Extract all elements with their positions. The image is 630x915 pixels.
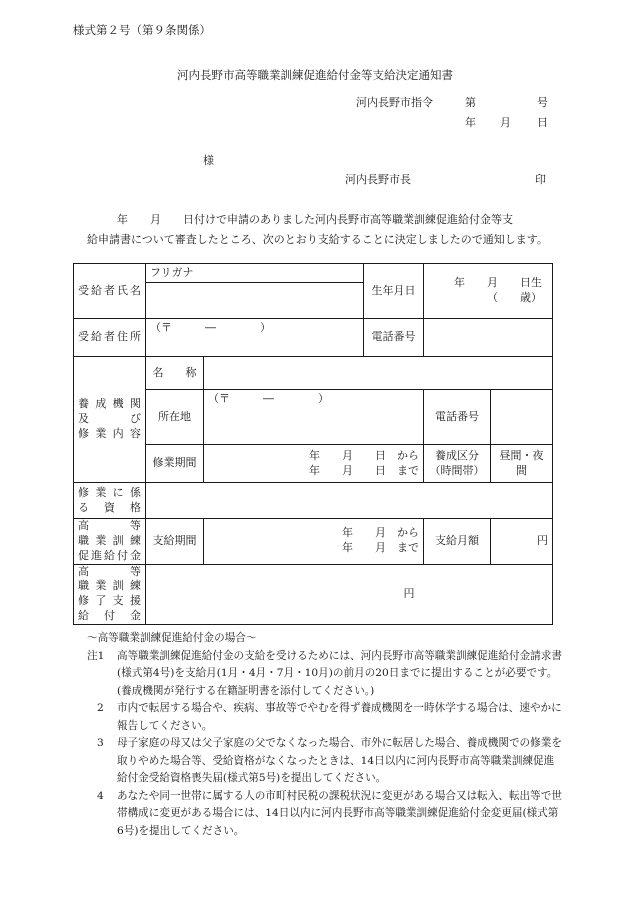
note-text: 母子家庭の母又は父子家庭の父でなくなった場合、市外に転居した場合、養成機関での修業を取りやめた場合等、受給資格がなくなったときは、14日以内に河内長野市高等職業訓練促進給付金受給資格喪失届(様式第5号)を提出してください。 — [117, 737, 562, 784]
completion-grant-amount-field[interactable] — [146, 564, 553, 624]
promotion-grant-line-1: 高 等 — [78, 519, 141, 532]
date-month: 月 — [500, 116, 511, 129]
qualification-line-2: る 資 格 — [78, 500, 141, 514]
notice-line-2: 給申請書について審査したところ、次のとおり支給することに決定しましたので通知します。 — [87, 233, 548, 246]
completion-grant-line-1: 高 等 — [78, 564, 141, 578]
note-label: 注1 — [87, 649, 105, 662]
completion-grant-line-2: 職業訓練 — [78, 579, 141, 593]
recipient-name-label: 受給者氏名 — [74, 264, 146, 319]
institution-phone-label: 電話番号 — [424, 390, 491, 445]
note-item — [87, 700, 562, 735]
note-label: 2 — [97, 702, 104, 714]
note-item — [87, 788, 562, 841]
institution-phone-field[interactable] — [491, 390, 553, 445]
study-period-label: 修業期間 — [146, 445, 204, 483]
promotion-grant-label — [74, 519, 146, 565]
completion-yen-unit: 円 — [403, 586, 415, 600]
phone-label: 電話番号 — [364, 319, 424, 357]
institution-name-label: 名 称 — [146, 357, 204, 390]
notice-body — [87, 210, 561, 250]
form-number: 様式第２号（第９条関係） — [73, 23, 211, 37]
qualification-field[interactable] — [146, 483, 553, 519]
payment-period-label: 支給期間 — [146, 519, 204, 565]
monthly-yen-unit: 円 — [537, 533, 549, 547]
furigana-label: フリガナ — [146, 264, 364, 283]
postal-code: （〒 ― ） — [150, 321, 271, 334]
study-period-to: 年 月 日 まで — [309, 463, 419, 477]
birthdate-field[interactable] — [424, 264, 553, 319]
qualification-line-1: 修業に係 — [78, 485, 141, 499]
age-field: （ 歳） — [487, 290, 543, 304]
seal-mark: 印 — [535, 173, 546, 186]
note-label: 4 — [97, 789, 104, 802]
training-category-label — [424, 445, 491, 483]
recipient-suffix: 様 — [203, 154, 214, 167]
note-text: あなたや同一世帯に属する人の市町村民税の課税状況に変更がある場合又は転入、転出等で世帯構成に変更がある場合には、14日以内に河内長野市高等職業訓練促進給付金変更届(様式第6号)を提出してください。 — [117, 789, 562, 837]
address-label: 受給者住所 — [74, 319, 146, 357]
note-text: 市内で転居する場合や、疾病、事故等でやむを得ず養成機関を一時休学する場合は、速やかに報告してください。 — [117, 702, 562, 732]
qualification-label — [74, 483, 146, 519]
birth-ymd: 年 月 日生 — [454, 276, 543, 289]
decision-table — [73, 263, 553, 625]
phone-field[interactable] — [424, 319, 553, 357]
institution-postal-code: （〒 ― ） — [208, 392, 329, 405]
promotion-grant-line-3: 促進給付金 — [78, 548, 141, 562]
number-prefix: 第 — [465, 96, 476, 109]
note-text: 高等職業訓練促進給付金の支給を受けるためには、河内長野市高等職業訓練促進給付金請求書(様式第4号)を支給月(1月・4月・7月・10月)の前月の20日までに提出することが必要です。(養成機関が発行する在籍証明書を添付してください。) — [117, 649, 562, 697]
monthly-amount-label: 支給月額 — [424, 519, 491, 565]
institution-line-2: 及 び — [78, 412, 141, 426]
completion-grant-line-4: 給 付 金 — [78, 609, 141, 623]
training-category-line-1: 養成区分 — [435, 448, 479, 462]
payment-period-field[interactable] — [204, 519, 424, 565]
institution-label — [74, 357, 146, 483]
training-category-line-2: （時間帯） — [429, 463, 485, 477]
birthdate-label: 生年月日 — [364, 264, 424, 319]
issuer-name: 河内長野市長 — [345, 173, 411, 186]
note-item — [87, 735, 562, 788]
office-label: 河内長野市指令 — [356, 96, 433, 109]
document-title: 河内長野市高等職業訓練促進給付金等支給決定通知書 — [177, 68, 453, 82]
study-period-field[interactable] — [204, 445, 424, 483]
institution-line-3: 修業内容 — [78, 426, 141, 440]
note-label: 3 — [97, 737, 104, 749]
monthly-amount-field[interactable] — [491, 519, 553, 565]
date-day: 日 — [537, 116, 548, 129]
recipient-name-field[interactable] — [146, 283, 364, 319]
number-suffix: 号 — [537, 96, 548, 109]
day-night-option[interactable]: 昼間・夜間 — [491, 445, 553, 483]
institution-name-field[interactable] — [204, 357, 553, 390]
notes-heading: ～高等職業訓練促進給付金の場合～ — [87, 632, 257, 644]
note-item — [87, 648, 562, 701]
promotion-grant-line-2: 職業訓練 — [78, 533, 141, 547]
study-period-from: 年 月 日 から — [309, 448, 419, 462]
payment-period-to: 年 月 まで — [342, 541, 419, 555]
address-field[interactable] — [146, 319, 364, 357]
location-field[interactable] — [204, 390, 424, 445]
date-year: 年 — [465, 116, 476, 129]
completion-grant-label — [74, 564, 146, 624]
notice-line-1: 年 月 日付けで申請のありました河内長野市高等職業訓練促進給付金等支 — [117, 213, 513, 226]
notes-section — [87, 630, 562, 840]
payment-period-from: 年 月 から — [342, 526, 419, 540]
location-label: 所在地 — [146, 390, 204, 445]
completion-grant-line-3: 修了支援 — [78, 594, 141, 608]
institution-line-1: 養成機関 — [78, 397, 141, 411]
